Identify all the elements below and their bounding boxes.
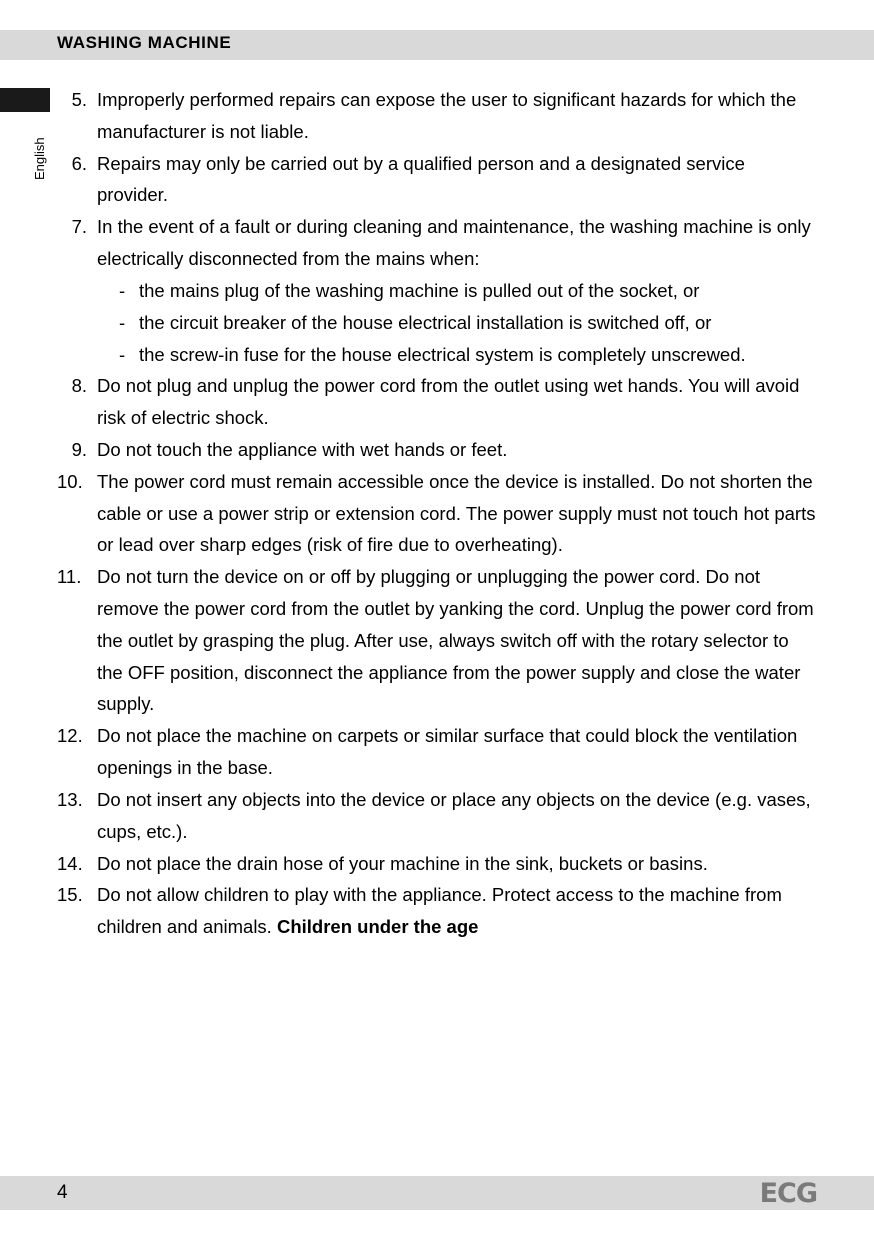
list-item-text: Improperly performed repairs can expose the user to significant hazards for which the manufacturer is not liable. [97,89,797,142]
list-item-number: 6. [71,152,87,174]
footer-bar [0,1176,874,1210]
list-item [57,370,817,434]
list-item-number: 7. [71,216,87,238]
list-item [57,466,817,561]
list-item [57,848,817,880]
list-item-text: Do not touch the appliance with wet hands or feet. [97,438,508,460]
list-item-text: Do not insert any objects into the device or place any objects on the device (e.g. vases, cups, etc.). [97,788,811,842]
sub-list [97,275,817,370]
list-item-text: The power cord must remain accessible once the device is installed. Do not shorten the cable or use a power strip or extension cord. The power supply must not touch hot parts or lead over sharp edges (risk of fire due to overheating). [97,470,816,556]
list-item-text [97,884,782,937]
list-item [57,879,817,943]
list-item-text: Do not place the drain hose of your machine in the sink, buckets or basins. [97,852,708,874]
safety-instructions-list [57,84,817,943]
sub-list-item-text: the circuit breaker of the house electrical installation is switched off, or [139,311,712,333]
list-item-text: In the event of a fault or during cleaning and maintenance, the washing machine is only electrically disconnected from the mains when: [97,216,811,270]
list-item-text-plain: Do not allow children to play with the appliance. Protect access to the machine from children and animals. [97,884,782,938]
list-item-number: 8. [71,375,87,397]
list-item-number: 10. [57,470,83,492]
list-item-number: 5. [71,89,87,110]
list-item-number: 13. [57,788,83,810]
list-item [57,84,817,148]
dash-bullet-icon: - [119,279,126,301]
list-item [57,720,817,784]
list-item-number: 15. [57,884,83,906]
brand-logo: ECG [759,1178,817,1209]
list-item-text: Do not place the machine on carpets or similar surface that could block the ventilation openings in the base. [97,725,798,779]
list-item-number: 14. [57,852,83,874]
sub-list-item [119,307,817,339]
page-number: 4 [57,1182,68,1203]
list-item [57,434,817,466]
list-item [57,561,817,720]
list-item-text: Do not plug and unplug the power cord from the outlet using wet hands. You will avoid risk of electric shock. [97,375,800,429]
list-item [57,148,817,212]
list-item-text: Repairs may only be carried out by a qualified person and a designated service provider. [97,152,745,206]
list-item-number: 12. [57,725,83,747]
list-item [57,211,817,370]
sub-list-item [119,275,817,307]
list-item-text-bold: Children under the age [276,916,479,938]
side-language-tab [14,118,47,198]
page-header-title: WASHING MACHINE [57,33,232,52]
sub-list-item [119,339,817,371]
list-item-text: Do not turn the device on or off by plugging or unplugging the power cord. Do not remove the power cord from the outlet by yanking the cord. Unplug the power cord from the outlet by grasping the plug. After use, always switch off with the rotary selector to the OFF position, disconnect the appliance from the power supply and close the water supply. [97,566,814,715]
dash-bullet-icon: - [119,343,126,365]
side-language-label: English [32,137,47,180]
side-tab-marker [0,88,50,112]
list-item-number: 9. [71,438,87,460]
sub-list-item-text: the screw-in fuse for the house electrical system is completely unscrewed. [139,343,746,365]
sub-list-item-text: the mains plug of the washing machine is pulled out of the socket, or [139,279,700,301]
list-item [57,784,817,848]
dash-bullet-icon: - [119,311,126,333]
list-item-number: 11. [57,566,82,588]
document-body [57,84,817,943]
